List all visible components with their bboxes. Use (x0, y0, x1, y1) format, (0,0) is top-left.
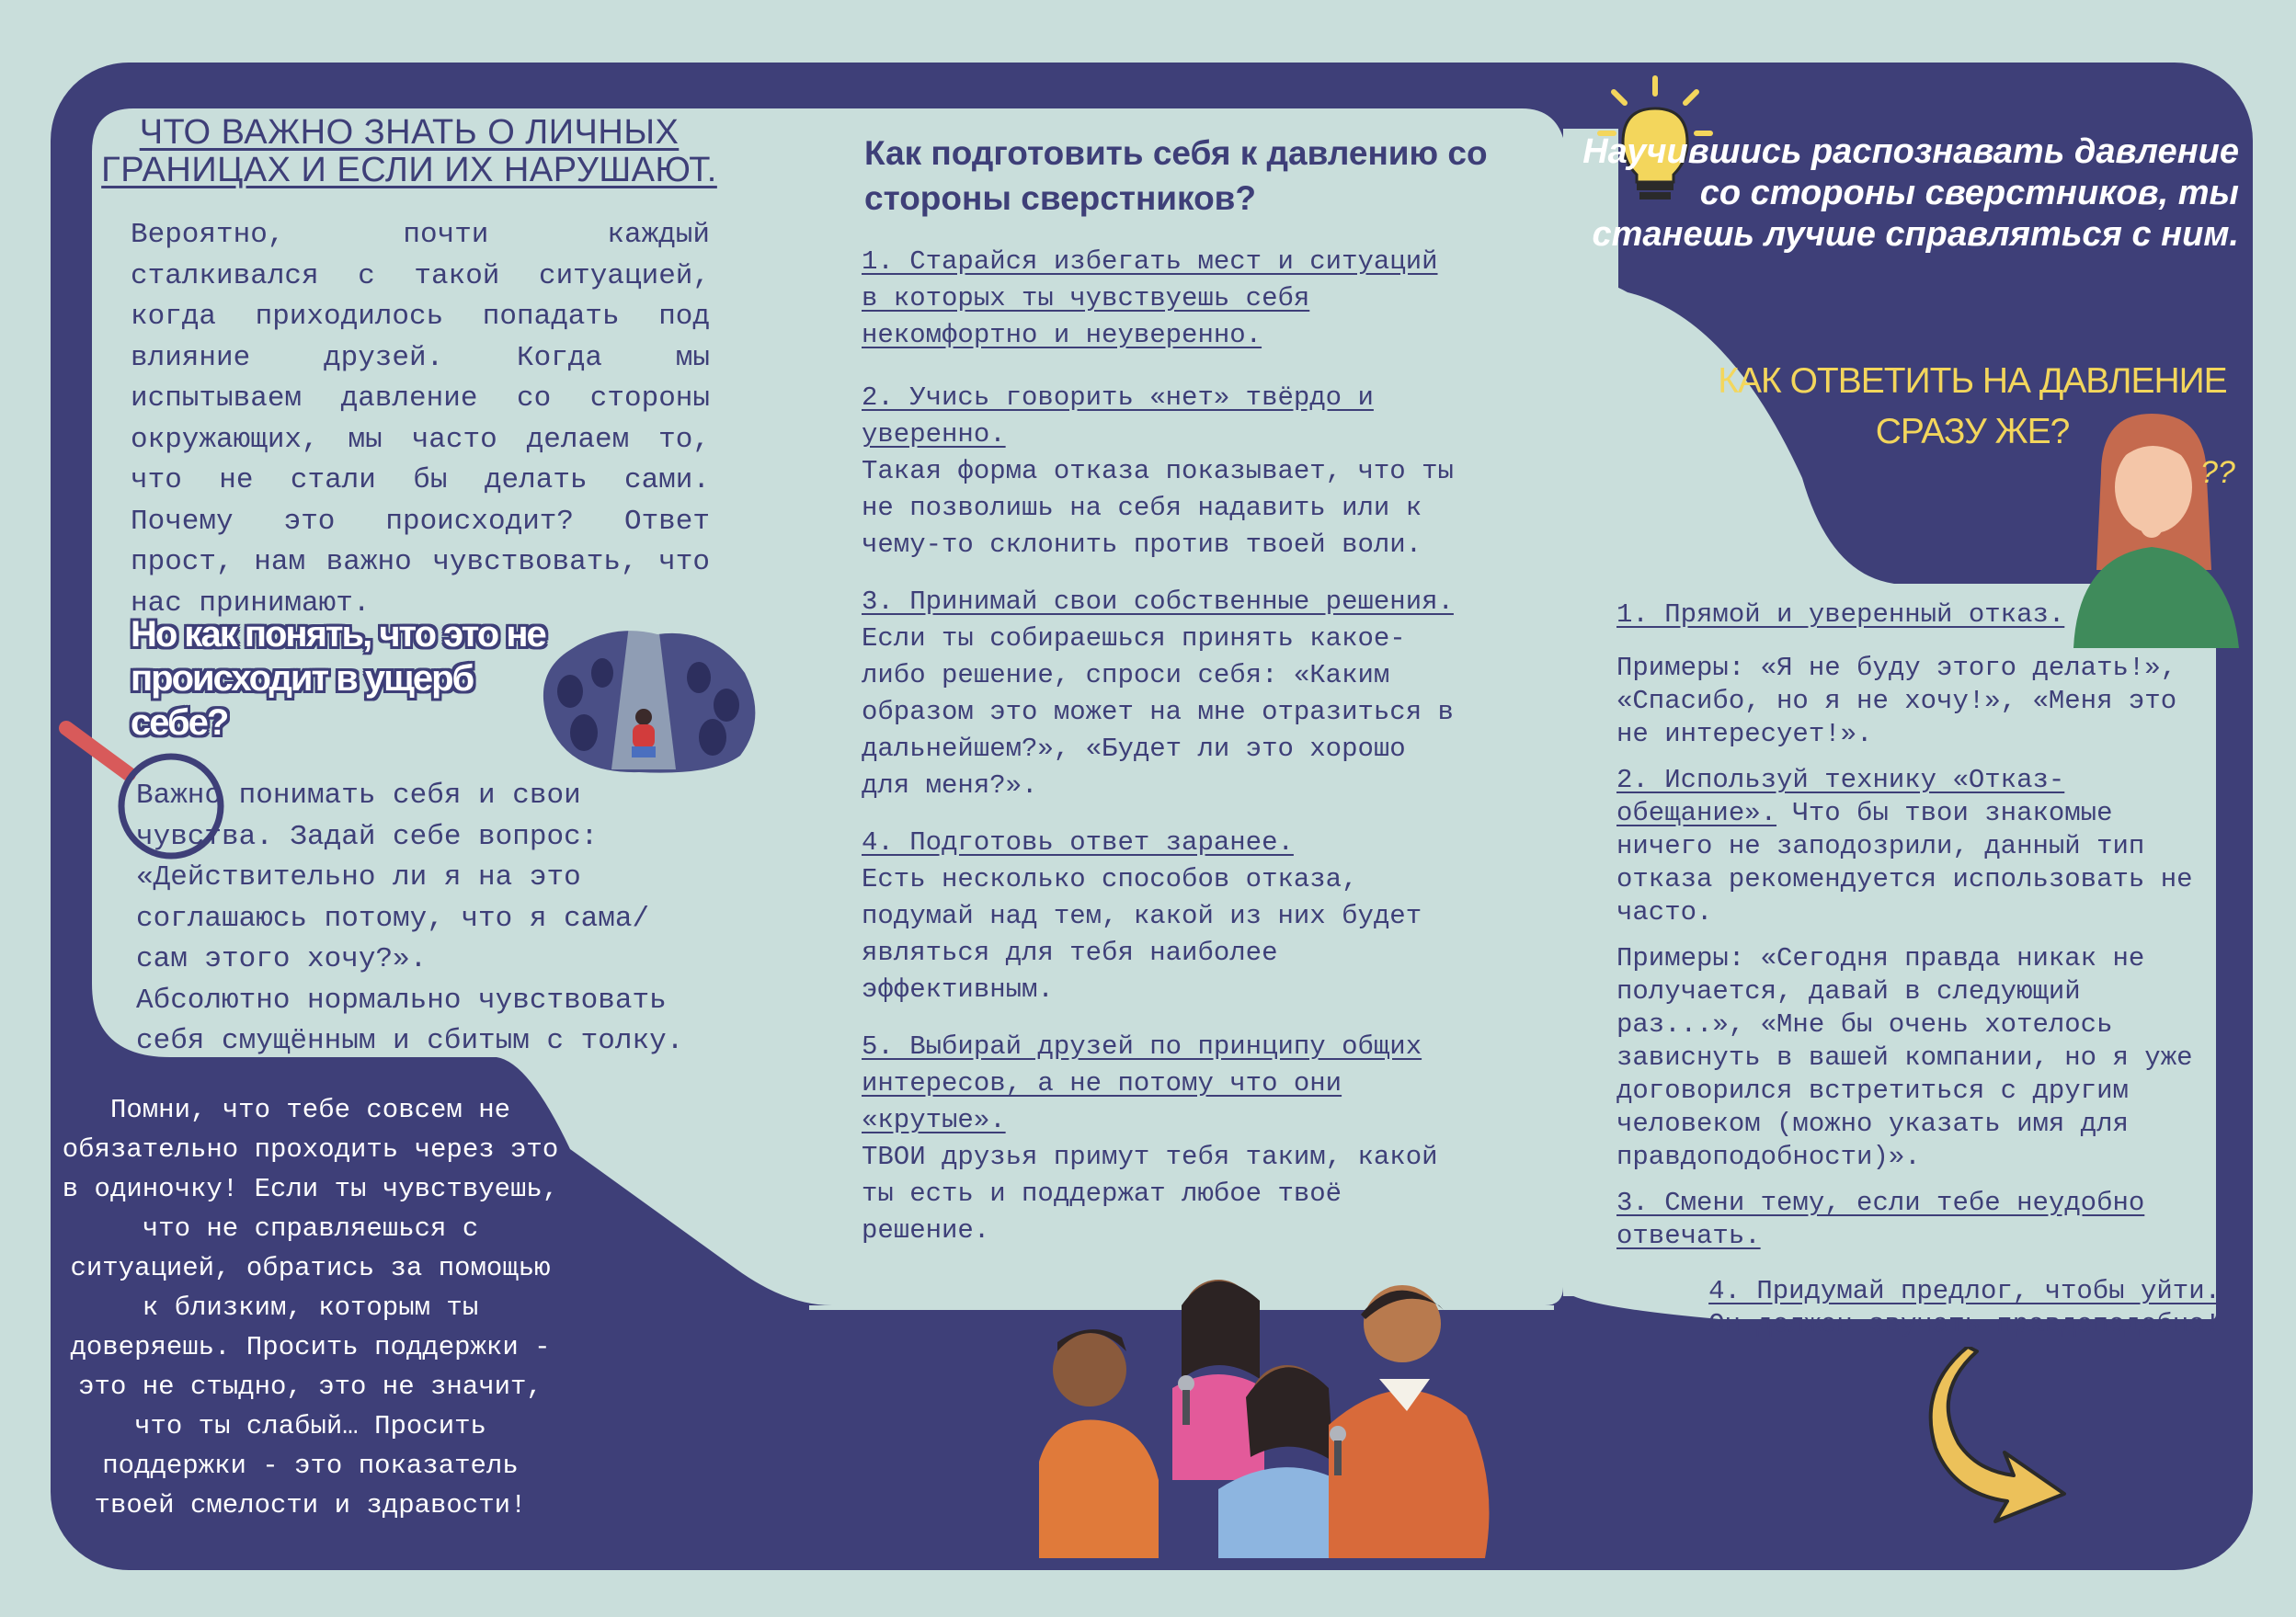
tip-3-body: Если ты собираешься принять какое-либо решение, спроси себя: «Каким образом это может на мне отразиться в дальнейшем?», «Будет ли это хорошо для меня?». (862, 623, 1454, 801)
responses-list (1616, 598, 2205, 1266)
right-subtitle: КАК ОТВЕТИТЬ НА ДАВЛЕНИЕ СРАЗУ ЖЕ? (1718, 361, 2227, 451)
question-marks: ?? (2200, 455, 2235, 490)
intro-paragraph: Вероятно, почти каждый сталкивался с такой ситуацией, когда приходилось попадать под влияние друзей. Когда мы испытываем давление со стороны окружающих, мы часто делаем то, что не стали бы делать сами. Почему это происходит? Ответ прост, нам важно чувствовать, что нас принимают. (131, 219, 710, 620)
tip-4 (862, 825, 1468, 1008)
tip-4-body: Есть несколько способов отказа, подумай над тем, какой из них будет являться для тебя наиболее эффективным. (862, 864, 1422, 1005)
question-heading: Но как понять, что это не происходит в ущерб себе? (131, 614, 545, 743)
curved-arrow-icon (1926, 1347, 2078, 1526)
tip-5-body: ТВОИ друзья примут тебя таким, какой ты есть и поддержат любое твоё решение. (862, 1142, 1438, 1246)
tip-5 (862, 1029, 1468, 1249)
response-2 (1616, 764, 2205, 929)
page-title: ЧТО ВАЖНО ЗНАТЬ О ЛИЧНЫХ ГРАНИЦАХ И ЕСЛИ ИХ НАРУШАЮТ. (101, 113, 717, 189)
response-4-head: 4. Придумай предлог, чтобы уйти. (1708, 1276, 2221, 1306)
response-4-body: Он должен звучать правдоподобно! (1708, 1309, 2221, 1339)
crowd-illustration (529, 618, 763, 776)
answer-text-2: Абсолютно нормально чувствовать себя смущённым и сбитым с толку. (136, 984, 684, 1057)
response-3: 3. Смени тему, если тебе неудобно отвечать. (1616, 1188, 2145, 1251)
tip-1-head: 1. Старайся избегать мест и ситуаций в которых ты чувствуешь себя некомфортно и неуверенно. (862, 246, 1438, 350)
tip-2-body: Такая форма отказа показывает, что ты не позволишь на себя надавить или к чему-то склонить против твоей воли. (862, 456, 1454, 560)
tip-4-head: 4. Подготовь ответ заранее. (862, 827, 1294, 858)
tip-3-head: 3. Принимай свои собственные решения. (862, 586, 1454, 617)
tip-1 (862, 244, 1468, 354)
answer-paragraph (136, 776, 688, 1063)
response-2-head: 2. Используй технику «Отказ-обещание». (1616, 765, 2065, 828)
friends-illustration (1034, 1250, 1513, 1558)
banner-text: Научившись распознавать давление со стороны сверстников, ты станешь лучше справляться с ним. (1582, 132, 2239, 254)
tips-list (862, 244, 1468, 1249)
response-2-examples: Примеры: «Сегодня правда никак не получается, давай в следующий раз...», «Мне бы очень хотелось зависнуть в вашей компании, но я уже договорился встретиться с другим человеком (можно указать имя для правдоподобности)». (1616, 943, 2193, 1172)
tip-3 (862, 584, 1468, 804)
tip-2-head: 2. Учись говорить «нет» твёрдо и уверенно. (862, 382, 1374, 450)
answer-text-1: Важно понимать себя и свои чувства. Задай себе вопрос: «Действительно ли я на это соглашаюсь потому, что я сама/сам этого хочу?». (136, 780, 650, 975)
tip-2 (862, 380, 1468, 564)
response-1-examples: Примеры: «Я не буду этого делать!», «Спасибо, но я не хочу!», «Меня это не интересует!». (1616, 653, 2177, 749)
response-2-body: Что бы твои знакомые ничего не заподозрили, данный тип отказа рекомендуется использовать не часто. (1616, 798, 2193, 928)
middle-title: Как подготовить себя к давлению со стороны сверстников? (864, 134, 1488, 217)
response-4 (1692, 1275, 2221, 1341)
response-1: 1. Прямой и уверенный отказ. (1616, 599, 2065, 630)
support-paragraph: Помни, что тебе совсем не обязательно проходить через это в одиночку! Если ты чувствуешь, что не справляешься с ситуацией, обратись за помощью к близким, которым ты доверяешь. Просить поддержки - это не стыдно, это не значит, что ты слабый… Просить поддержки - это показатель твоей смелости и здравости! (62, 1095, 559, 1520)
tip-5-head: 5. Выбирай друзей по принципу общих интересов, а не потому что они «крутые». (862, 1031, 1422, 1135)
